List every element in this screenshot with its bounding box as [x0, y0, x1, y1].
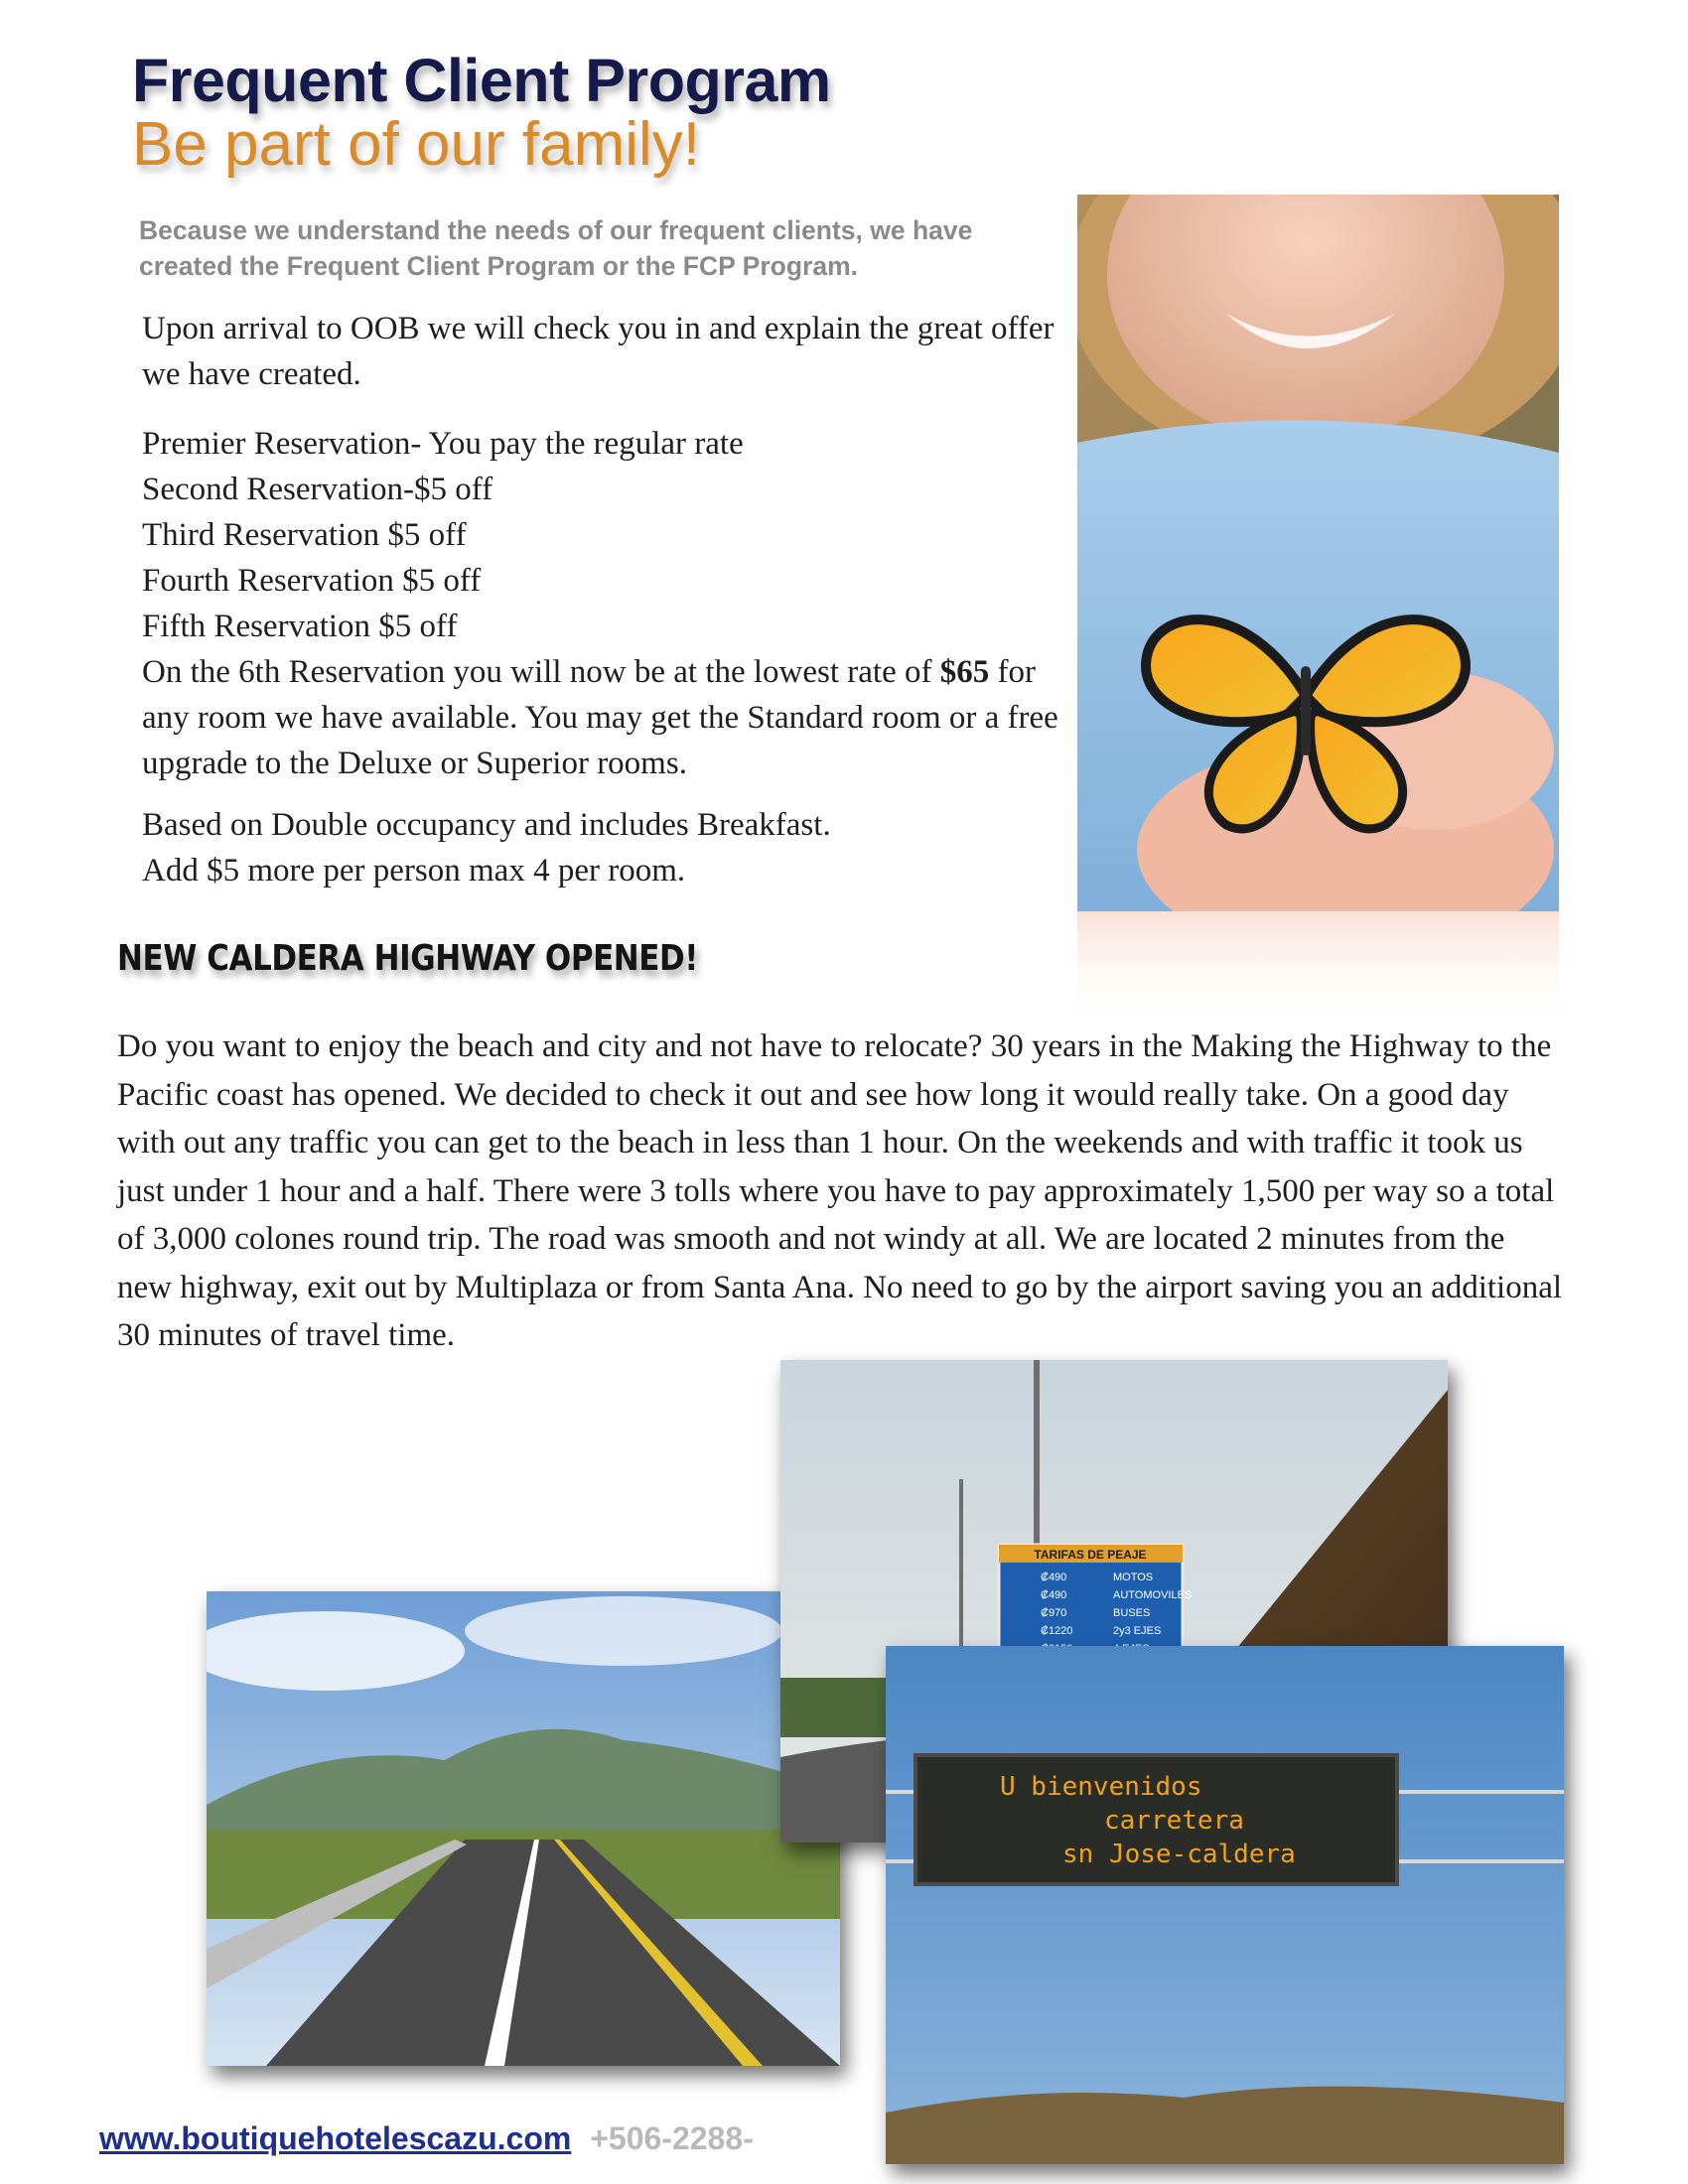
led-sign-line: carretera	[1104, 1806, 1244, 1836]
toll-vehicle: AUTOMOVILES	[1113, 1589, 1193, 1601]
girl-butterfly-image	[1077, 195, 1559, 911]
lowest-rate-price: $65	[939, 654, 990, 690]
led-sign-line: U bienvenidos	[1000, 1772, 1202, 1802]
phone-number: +506-2288-	[590, 2120, 754, 2156]
toll-sign-title: TARIFAS DE PEAJE	[1034, 1548, 1147, 1562]
reservation-item: Fourth Reservation $5 off	[142, 563, 482, 599]
reflection-image	[1077, 911, 1559, 1030]
intro-text: Because we understand the needs of our frequent clients, we have created the Frequent Client Program or the FCP Program.	[139, 215, 973, 281]
girl-butterfly-photo	[1077, 195, 1559, 911]
photo-reflection	[1077, 911, 1559, 1030]
toll-price: ₡490	[1041, 1571, 1067, 1583]
sixth-reservation-text: On the 6th Reservation you will now be at the lowest rate of	[142, 654, 932, 690]
toll-vehicle: MOTOS	[1113, 1571, 1154, 1583]
led-sign-photo	[886, 1646, 1564, 2164]
reservation-list	[142, 421, 1075, 786]
highway-body-text: Do you want to enjoy the beach and city and not have to relocate? 30 years in the Making the Highway to the Pacific coast has opened. We decided to check it out and see how long it would really take. On a good day with out any traffic you can get to the beach in less than 1 hour. On the weekends and with traffic it took us just under 1 hour and a half. There were 3 tolls where you have to pay approximately 1,500 per way so a total of 3,000 colones round trip. The road was smooth and not windy at all. We are located 2 minutes from the new highway, exit out by Multiplaza or from Santa Ana. No need to go by the airport saving you an additional 30 minutes of travel time.	[117, 1028, 1563, 1353]
page-subtitle: Be part of our family!	[132, 110, 701, 179]
highway-road-photo	[207, 1591, 840, 2066]
footer	[99, 2118, 754, 2158]
reservation-item: Fifth Reservation $5 off	[142, 609, 458, 644]
page-title: Frequent Client Program	[132, 47, 831, 114]
toll-vehicle: BUSES	[1113, 1607, 1151, 1619]
led-sign-image	[886, 1646, 1564, 2164]
website-link[interactable]: www.boutiquehotelescazu.com	[99, 2120, 572, 2156]
highway-heading: NEW CALDERA HIGHWAY OPENED!	[117, 938, 698, 979]
toll-price: ₡490	[1041, 1589, 1067, 1601]
arrival-text: Upon arrival to OOB we will check you in and explain the great offer we have created.	[142, 311, 1055, 392]
reservation-item: Second Reservation-$5 off	[142, 472, 493, 507]
occupancy-note	[142, 802, 1075, 893]
reservation-item: Third Reservation $5 off	[142, 517, 467, 553]
toll-price: ₡970	[1041, 1607, 1067, 1619]
reservation-item: Premier Reservation- You pay the regular rate	[142, 426, 744, 462]
occupancy-line: Based on Double occupancy and includes Breakfast.	[142, 807, 831, 843]
led-message-board	[915, 1755, 1397, 1884]
toll-price: ₡1220	[1041, 1625, 1073, 1637]
led-sign-line: sn Jose-caldera	[1062, 1840, 1296, 1869]
occupancy-line: Add $5 more per person max 4 per room.	[142, 853, 686, 888]
sixth-reservation-details: for any room we have available. You may get the Standard room or a free upgrade to the Deluxe or Superior rooms.	[142, 654, 1058, 781]
sixth-reservation	[142, 649, 1075, 786]
toll-vehicle: 2y3 EJES	[1113, 1625, 1162, 1637]
highway-road-image	[207, 1591, 840, 2066]
